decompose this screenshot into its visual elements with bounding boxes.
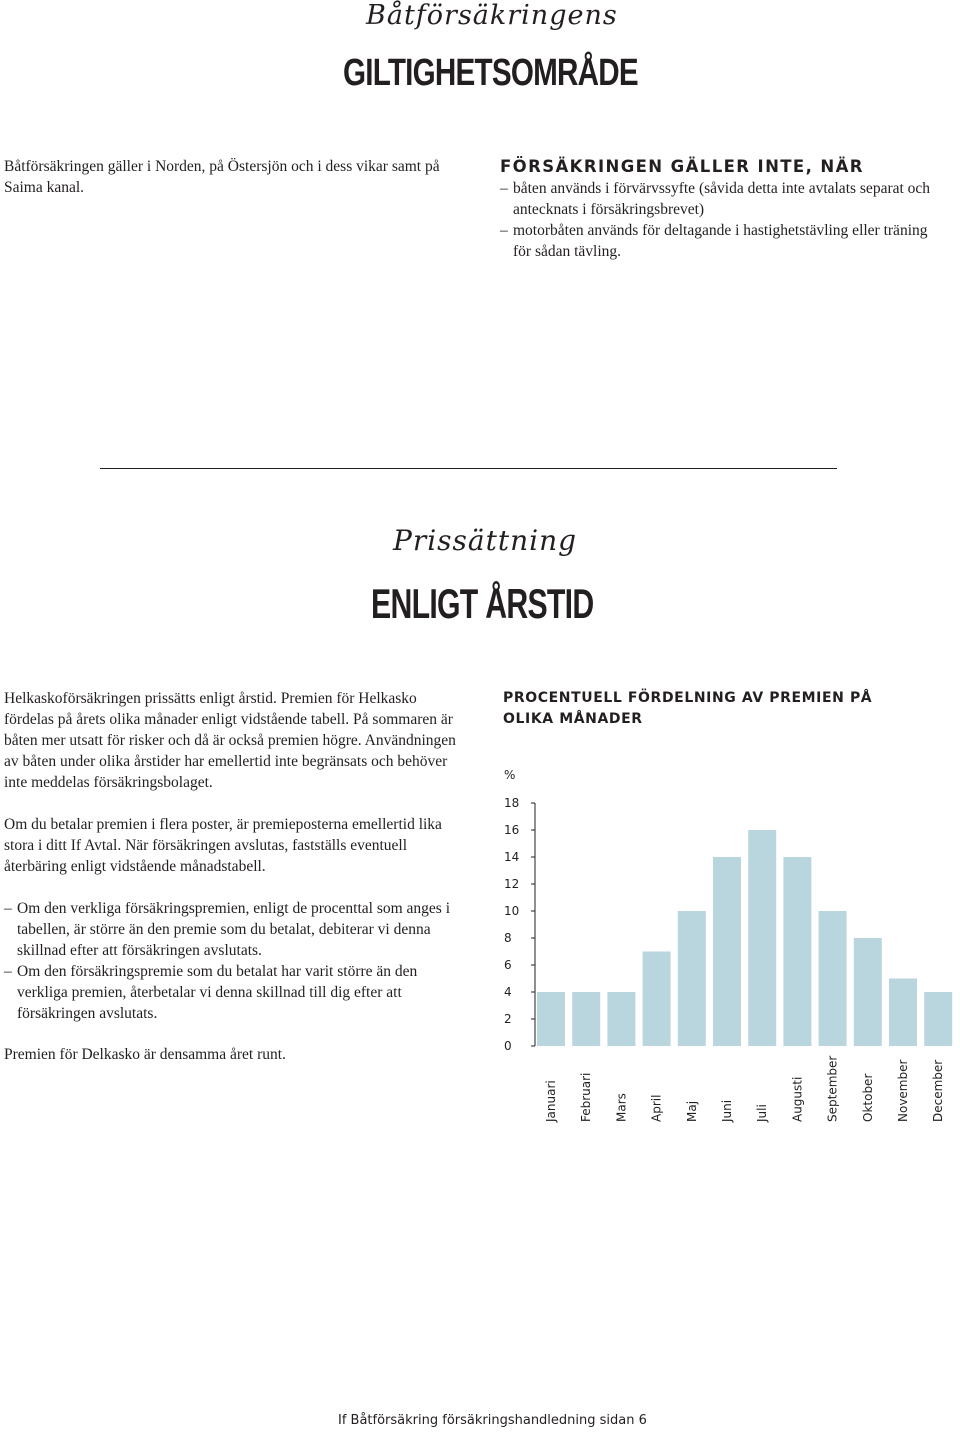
y-tick-label: 10 <box>504 904 520 918</box>
bar <box>678 911 706 1046</box>
x-tick-label: Januari <box>544 1080 558 1122</box>
bar <box>819 911 847 1046</box>
pricing-paragraph: Helkaskoförsäkringen prissätts enligt årstid. Premien för Helkasko fördelas på årets olika månader enligt vidstående tabell. På sommaren är båten mer utsatt för risker och då är också premien högre. Användningen av båten under olika årstider har emellertid inte begränsats och behöver inte meddelas försäkringsbolaget. <box>4 690 456 791</box>
y-axis-label: % <box>504 768 516 782</box>
x-tick-label: Juni <box>720 1099 734 1122</box>
bar <box>572 992 600 1046</box>
bar <box>889 979 917 1047</box>
list-item: – motorbåten används för deltagande i hastighetstävling eller träning för sådan tävling. <box>500 220 940 262</box>
bar <box>924 992 952 1046</box>
exclusions-heading: FÖRSÄKRINGEN GÄLLER INTE, NÄR <box>500 157 864 176</box>
x-tick-label: September <box>825 1055 840 1122</box>
x-tick-label: Augusti <box>790 1076 805 1122</box>
exclusions-block <box>500 156 940 262</box>
exclusions-list <box>500 178 940 262</box>
x-tick-label: Mars <box>614 1093 629 1122</box>
y-tick-label: 16 <box>504 823 520 837</box>
y-tick-label: 14 <box>504 850 520 864</box>
y-tick-label: 18 <box>504 796 520 810</box>
pricing-paragraph: Om du betalar premien i flera poster, är premieposterna emellertid lika stora i ditt If Avtal. När försäkringen avslutas, fastställs eventuell återbäring enligt vidstående månadstabell. <box>4 816 442 875</box>
x-tick-label: April <box>649 1094 664 1122</box>
chart-title: PROCENTUELL FÖRDELNING AV PREMIEN PÅ OLIKA MÅNADER <box>503 690 873 727</box>
validity-intro: Båtförsäkringen gäller i Norden, på Östersjön och i dess vikar samt på Saima kanal. <box>4 158 440 196</box>
x-tick-label: Februari <box>579 1072 594 1122</box>
refund-list <box>4 898 462 1024</box>
x-tick-label: Juli <box>755 1104 770 1122</box>
page-footer: If Båtförsäkring försäkringshandledning sidan 6 <box>338 1413 647 1428</box>
list-item: – Om den försäkringspremie som du betalat har varit större än den verkliga premien, återbetalar vi denna skillnad till dig efter att försäkringen avslutats. <box>4 961 462 1024</box>
list-item: – Om den verkliga försäkringspremien, enligt de procenttal som anges i tabellen, är större än den premie som du betalat, debiterar vi denna skillnad efter att försäkringen avslutats. <box>4 898 462 961</box>
pricing-text <box>4 688 462 1065</box>
x-tick-label: November <box>896 1059 910 1122</box>
bar <box>607 992 635 1046</box>
y-tick-label: 12 <box>504 877 520 891</box>
section-title: GILTIGHETSOMRÅDE <box>343 52 638 94</box>
bar <box>854 938 882 1046</box>
x-tick-label: Maj <box>684 1100 699 1122</box>
divider <box>100 468 837 469</box>
pricing-script-title: Prissättning <box>393 524 578 557</box>
pricing-title: ENLIGT ÅRSTID <box>371 580 594 627</box>
x-tick-label: Oktober <box>860 1073 875 1122</box>
section-script-title: Båtförsäkringens <box>366 0 618 31</box>
list-item: – båten används i förvärvssyfte (såvida detta inte avtalats separat och antecknats i försäkringsbrevet) <box>500 178 940 220</box>
x-tick-label: December <box>931 1059 946 1122</box>
y-tick-label: 8 <box>504 931 512 945</box>
bar <box>713 857 741 1046</box>
bar <box>643 952 671 1047</box>
delkasko-note: Premien för Delkasko är densamma året runt. <box>4 1046 286 1063</box>
premium-distribution-chart <box>500 760 960 1140</box>
y-tick-label: 4 <box>504 985 512 999</box>
bar <box>783 857 811 1046</box>
bar <box>748 830 776 1046</box>
bar <box>537 992 565 1046</box>
y-tick-label: 0 <box>504 1039 512 1053</box>
y-tick-label: 2 <box>504 1012 512 1026</box>
y-tick-label: 6 <box>504 958 512 972</box>
